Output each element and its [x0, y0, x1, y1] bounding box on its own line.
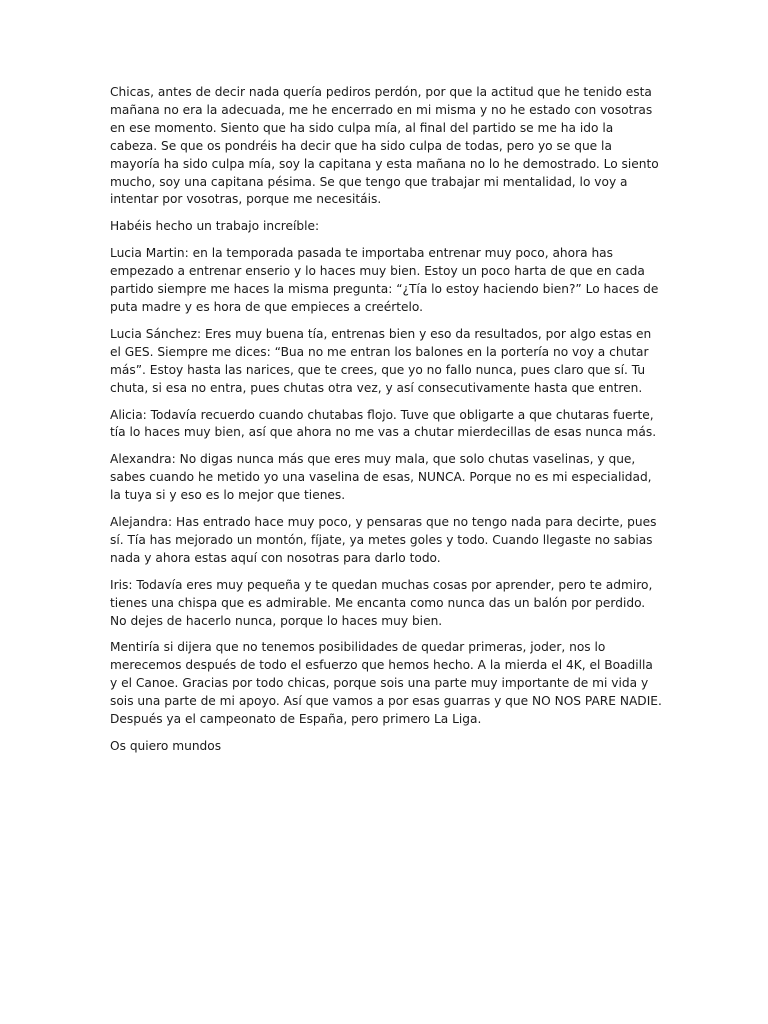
- paragraph-alexandra: Alexandra: No digas nunca más que eres muy mala, que solo chutas vaselinas, y que, sabes cuando he metido yo una vaselina de esas, NUNCA. Porque no es mi especialidad, la tuya si y eso es lo mejor que tienes.: [110, 452, 652, 503]
- paragraph-alejandra: Alejandra: Has entrado hace muy poco, y pensaras que no tengo nada para decirte, pues sí. Tía has mejorado un montón, fíjate, ya metes goles y todo. Cuando llegaste no sabias nada y ahora estas aquí con nosotras para darlo todo.: [110, 515, 657, 565]
- paragraph-lucia-sanchez: Lucia Sánchez: Eres muy buena tía, entrenas bien y eso da resultados, por algo estas en el GES. Siempre me dices: “Bua no me entran los balones en la portería no voy a chutar más”. Estoy hasta las narices, que te crees, que yo no fallo nunca, pues claro que sí. Tu chuta, si esa no entra, pues chutas otra vez, y así consecutivamente hasta que entren.: [110, 326, 652, 395]
- document-body: [110, 84, 662, 765]
- paragraph-alicia: Alicia: Todavía recuerdo cuando chutabas flojo. Tuve que obligarte a que chutaras fuerte, tía lo haces muy bien, así que ahora no me vas a chutar mierdecillas de esas nunca más.: [110, 407, 657, 440]
- paragraph-closing: Mentiría si dijera que no tenemos posibilidades de quedar primeras, joder, nos lo merecemos después de todo el esfuerzo que hemos hecho. A la mierda el 4K, el Boadilla y el Canoe. Gracias por todo chicas, porque sois una parte muy importante de mi vida y sois una parte de mi apoyo. Así que vamos a por esas guarras y que NO NOS PARE NADIE. Después ya el campeonato de España, pero primero La Liga.: [110, 640, 662, 727]
- paragraph-intro: Habéis hecho un trabajo increíble:: [110, 219, 320, 234]
- paragraph-iris: Iris: Todavía eres muy pequeña y te quedan muchas cosas por aprender, pero te admiro, tienes una chispa que es admirable. Me encanta como nunca das un balón por perdido. No dejes de hacerlo nunca, porque lo haces muy bien.: [110, 577, 653, 628]
- paragraph-apology: Chicas, antes de decir nada quería pediros perdón, por que la actitud que he tenido esta mañana no era la adecuada, me he encerrado en mi misma y no he estado con vosotras en ese momento. Siento que ha sido culpa mía, al final del partido se me ha ido la cabeza. Se que os pondréis ha decir que ha sido culpa de todas, pero yo se que la mayoría ha sido culpa mía, soy la capitana y esta mañana no lo he demostrado. Lo siento mucho, soy una capitana pésima. Se que tengo que trabajar mi mentalidad, lo voy a intentar por vosotras, porque me necesitáis.: [110, 85, 659, 207]
- paragraph-signoff: Os quiero mundos: [110, 739, 222, 753]
- paragraph-lucia-martin: Lucia Martin: en la temporada pasada te importaba entrenar muy poco, ahora has empezado a entrenar enserio y lo haces muy bien. Estoy un poco harta de que en cada partido siempre me haces la misma pregunta: “¿Tía lo estoy haciendo bien?” Lo haces de puta madre y es hora de que empieces a creértelo.: [110, 246, 659, 314]
